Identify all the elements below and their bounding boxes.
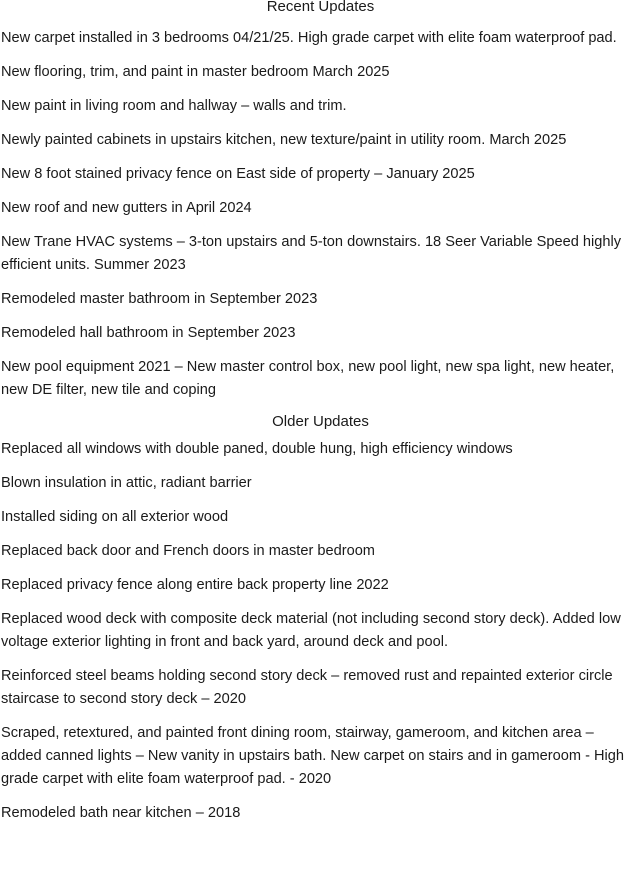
list-item: New pool equipment 2021 – New master control box, new pool light, new spa light, new heater, new DE filter, new tile and coping (1, 359, 615, 398)
list-item: Remodeled bath near kitchen – 2018 (1, 805, 241, 821)
list-item: New paint in living room and hallway – walls and trim. (1, 98, 347, 114)
list-item: Replaced wood deck with composite deck material (not including second story deck). Added low voltage exterior lighting in front and back yard, around deck and pool. (1, 611, 621, 650)
list-item: Replaced back door and French doors in master bedroom (1, 543, 375, 559)
list-item: New Trane HVAC systems – 3-ton upstairs and 5-ton downstairs. 18 Seer Variable Speed highly efficient units. Summer 2023 (1, 234, 622, 273)
list-item: Installed siding on all exterior wood (1, 509, 229, 525)
list-item: Blown insulation in attic, radiant barrier (1, 475, 252, 491)
list-item: Remodeled hall bathroom in September 2023 (1, 325, 296, 341)
list-item: Replaced all windows with double paned, double hung, high efficiency windows (1, 441, 513, 457)
recent-updates-heading: Recent Updates (266, 0, 375, 15)
list-item: Replaced privacy fence along entire back property line 2022 (1, 577, 389, 593)
list-item: Reinforced steel beams holding second story deck – removed rust and repainted exterior circle staircase to second story deck – 2020 (1, 668, 613, 707)
list-item: New 8 foot stained privacy fence on East side of property – January 2025 (1, 166, 475, 182)
list-item: Newly painted cabinets in upstairs kitchen, new texture/paint in utility room. March 2025 (1, 132, 567, 148)
recent-updates-list (1, 27, 640, 402)
list-item: Scraped, retextured, and painted front dining room, stairway, gameroom, and kitchen area – added canned lights – New vanity in upstairs bath. New carpet on stairs and in gameroom - High grade carpet with elite foam waterproof pad. - 2020 (1, 725, 624, 787)
older-updates-heading: Older Updates (272, 413, 369, 430)
list-item: New flooring, trim, and paint in master bedroom March 2025 (1, 64, 390, 80)
list-item: New carpet installed in 3 bedrooms 04/21/25. High grade carpet with elite foam waterproof pad. (1, 30, 617, 46)
older-updates-list (1, 438, 640, 825)
list-item: Remodeled master bathroom in September 2023 (1, 291, 318, 307)
list-item: New roof and new gutters in April 2024 (1, 200, 252, 216)
